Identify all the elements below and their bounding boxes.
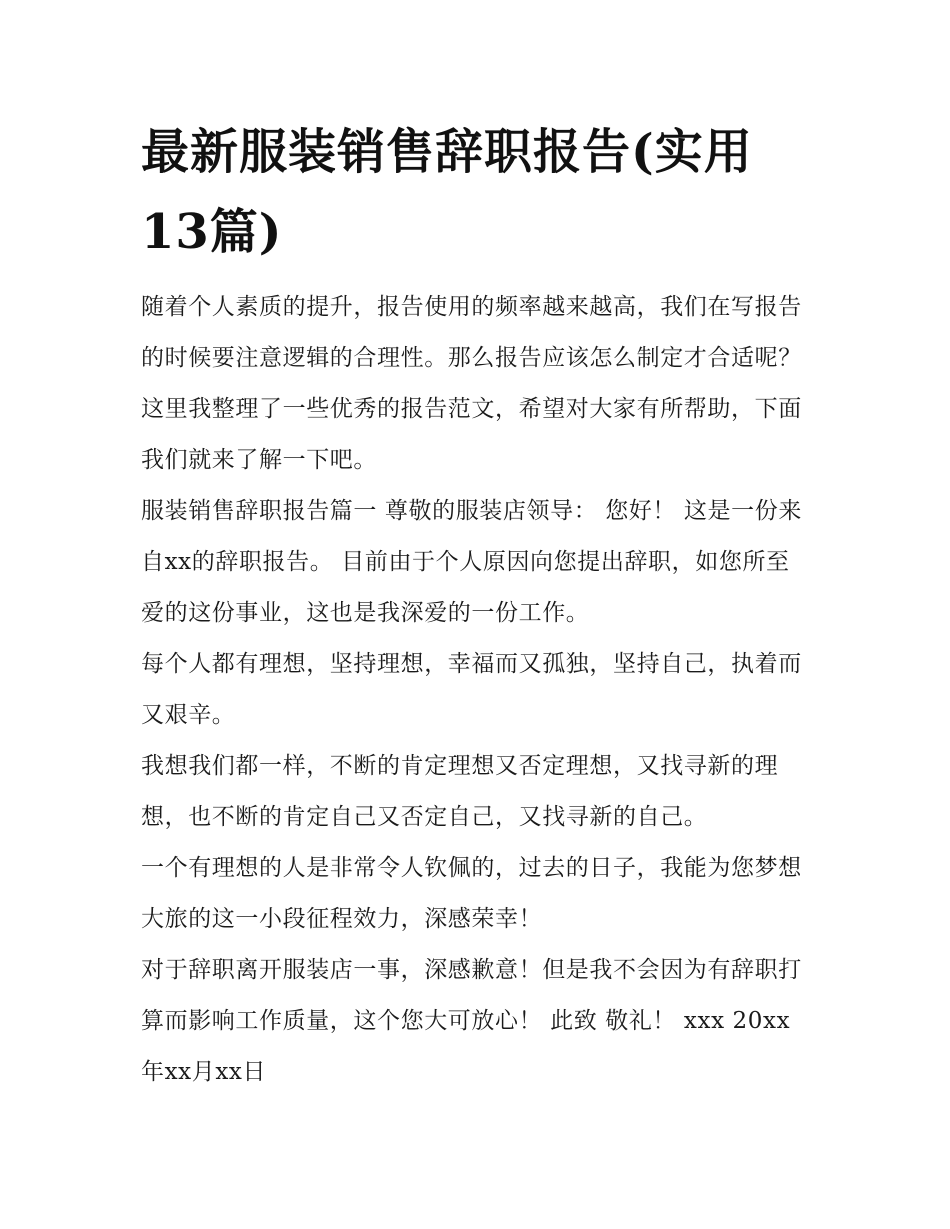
paragraph-search: 我想我们都一样，不断的肯定理想又否定理想，又找寻新的理想，也不断的肯定自己又否定自己，又找寻新的自己。 <box>141 753 779 830</box>
paragraph-intro: 随着个人素质的提升，报告使用的频率越来越高，我们在写报告的时候要注意逻辑的合理性。那么报告应该怎么制定才合适呢？这里我整理了一些优秀的报告范文，希望对大家有所帮助，下面我们就来了解一下吧。 <box>141 294 802 473</box>
paragraph-ideals: 每个人都有理想，坚持理想，幸福而又孤独，坚持自己，执着而又艰辛。 <box>141 651 802 728</box>
paragraph-greeting: 服装销售辞职报告篇一 尊敬的服装店领导： 您好！ 这是一份来自xx的辞职报告。 目前由于个人原因向您提出辞职，如您所至爱的这份事业，这也是我深爱的一份工作。 <box>141 498 802 626</box>
document-title: 最新服装销售辞职报告(实用13篇) <box>141 124 753 260</box>
paragraph-closing: 对于辞职离开服装店一事，深感歉意！但是我不会因为有辞职打算而影响工作质量，这个您大可放心！ 此致 敬礼！ xxx 20xx年xx月xx日 <box>141 957 802 1085</box>
paragraph-gratitude: 一个有理想的人是非常令人钦佩的，过去的日子，我能为您梦想大旅的这一小段征程效力，深感荣幸！ <box>141 855 802 932</box>
document-body <box>141 112 813 1098</box>
